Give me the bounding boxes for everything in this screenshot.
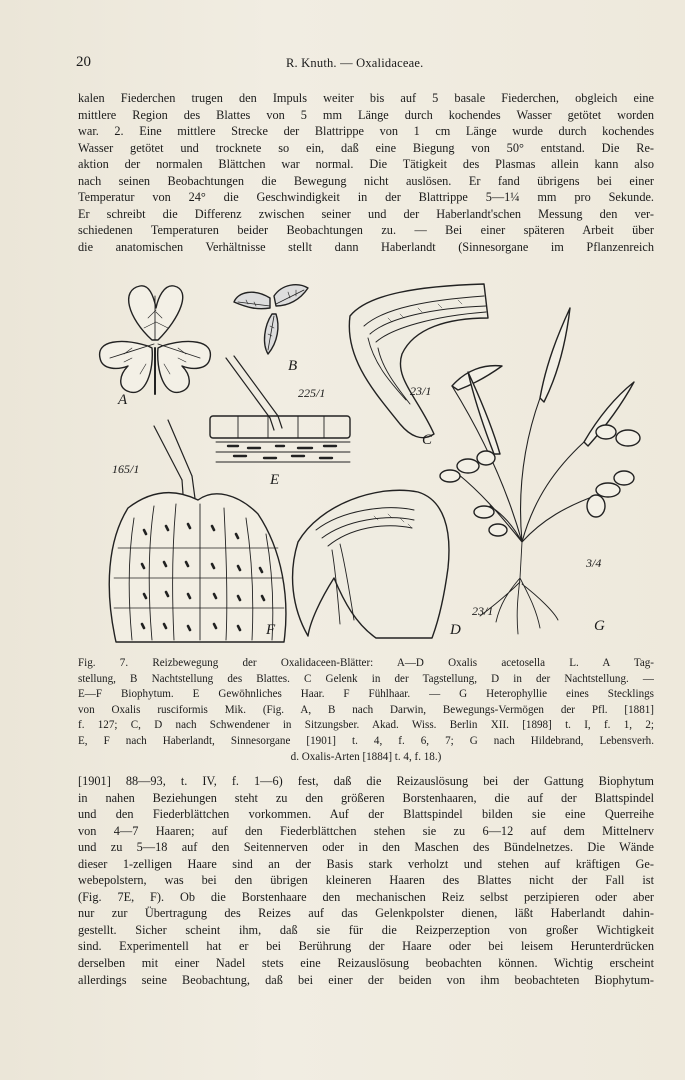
figure-label-e: E [270, 472, 280, 488]
scale-label-d: 23/1 [472, 604, 494, 618]
text-line: allerdings seine Beobachtung, daß bei einer der beiden von ihm beobachteten Biophytum- [78, 972, 654, 987]
paragraph-bottom [78, 773, 654, 988]
caption-line: von Oxalis rusciformis Mik. (Fig. A, B nach Darwin, Bewegungs-Vermögen der Pfl. [1881] [78, 703, 654, 716]
text-line: Er schreibt die Differenz zwischen seiner und der Haberlandt'schen Messung den ver- [78, 206, 654, 221]
text-line: und zu 5—18 auf den Seitennerven oder in den Maschen des Bündelnetzes. Die Wände [78, 840, 654, 855]
scale-label-c: 23/1 [410, 384, 432, 398]
text-line: von 4—7 Haaren; auf den Fiederblättchen stehen sie zu 6—12 auf dem Mittelnerv [78, 823, 654, 838]
sensory-hair-drawing [109, 420, 286, 642]
text-line: aktion der normalen Blättchen war normal. Die Tätigkeit des Plasmas allein kann also [78, 157, 654, 172]
caption-line: stellung, B Nachtstellung des Blattes. C Gelenk in der Tagstellung, D in der Nachtstellung. — [78, 672, 654, 685]
text-line: gestellt. Sicher scheint ihm, daß sie für die Reizperzeption von großer Wichtigkeit [78, 922, 654, 937]
figure-label-a: A [118, 392, 128, 408]
text-line: mittlere Region des Blattes von 5 mm Länge durch kochendes Wasser getötet worden [78, 107, 654, 122]
text-line: und den Fiederblättchen vorkommen. Auf der Blattspindel bilden sie eine Querreihe [78, 807, 654, 822]
text-line: [1901] 88—93, t. IV, f. 1—6) fest, daß die Reizauslösung bei der Gattung Biophytum [78, 774, 654, 788]
text-line: derselben mit einer Nadel stets eine Reizauslösung beobachten können. Wichtig erscheint [78, 956, 654, 971]
scale-label-e: 225/1 [298, 386, 326, 400]
text-line: Temperatur von 24° die Geschwindigkeit in der Blattrippe 5—1¼ mm pro Sekunde. [78, 190, 654, 205]
text-line: schiedenen Temperaturen beider Beobachtungen zu. — Bei einer späteren Arbeit über [78, 223, 654, 238]
running-head: R. Knuth. — Oxalidaceae. [286, 56, 424, 70]
caption-line: d. Oxalis-Arten [1884] t. 4, f. 18.) [290, 750, 442, 763]
caption-line: E, F nach Haberlandt, Sinnesorgane [1901] t. 4, f. 6, 7; G nach Hildebrand, Lebensverh. [78, 734, 654, 747]
ordinary-hair-drawing [210, 356, 350, 462]
scale-label-g: 3/4 [586, 556, 602, 570]
text-line: sind. Experimentell hat er bei Berührung der Haare oder bei leisem Herunterdrücken [78, 939, 654, 954]
oxalis-plant-drawing [440, 308, 640, 634]
page-number: 20 [76, 54, 91, 70]
pulvinus-day-position-drawing [349, 284, 488, 438]
text-line: kalen Fiederchen trugen den Impuls weiter bis auf 5 basale Fiederchen, obgleich eine [78, 91, 654, 105]
figure-label-d: D [450, 622, 461, 638]
text-line: die anatomischen Verhältnisse stellt dann Haberlandt (Sinnesorgane im Pflanzenreich [78, 239, 654, 254]
text-line: dieser 1-zelligen Haare sind an der Basis stark verholzt und stehen auf kräftigen Ge- [78, 856, 654, 871]
text-line: in nahen Beziehungen steht zu den größeren Borstenhaaren, die auf der Blattspindel [78, 790, 654, 805]
text-line: (Fig. 7E, F). Ob die Borstenhaare den mechanischen Reiz selbst perzipieren oder aber [78, 889, 654, 904]
pulvinus-night-position-drawing [293, 490, 449, 638]
figure-label-b: B [288, 358, 298, 374]
caption-line: E—F Biophytum. E Gewöhnliches Haar. F Fühlhaar. — G Heterophyllie eines Stecklings [78, 688, 654, 701]
text-line: nur zur Übertragung des Reizes auf das Gelenkpolster dienen, läßt Haberlandt dahin- [78, 906, 654, 921]
text-line: nach seinen Beobachtungen die Bewegung nicht auslösen. Er fand übrigens bei einer [78, 173, 654, 188]
figure-drawing [88, 278, 656, 650]
leaf-night-position-drawing [234, 285, 308, 354]
leaf-day-position-drawing [100, 286, 211, 394]
text-line: webepolstern, was bei den übrigen kleineren Haaren des Blattes nicht der Fall ist [78, 873, 654, 888]
scale-label-f: 165/1 [112, 462, 140, 476]
paragraph-top [78, 90, 654, 255]
figure-label-c: C [422, 432, 433, 448]
page-header [76, 54, 656, 74]
figure-label-f: F [266, 622, 276, 638]
text-line: war. 2. Eine mittlere Strecke der Blattrippe von 1 cm Länge wurde durch kochendes [78, 124, 654, 139]
botanical-figure [88, 278, 656, 650]
text-line: Wasser getötet und trocknete so ein, daß eine Biegung von 50° entstand. Die Re- [78, 140, 654, 155]
caption-line: f. 127; C, D nach Schwendener in Sitzungsber. Akad. Wiss. Berlin XII. [1898] t. I, f. 1, 2; [78, 719, 654, 732]
figure-label-g: G [594, 618, 605, 634]
figure-caption [78, 656, 654, 765]
caption-line: Fig. 7. Reizbewegung der Oxalidaceen-Blätter: A—D Oxalis acetosella L. A Tag- [78, 657, 654, 669]
